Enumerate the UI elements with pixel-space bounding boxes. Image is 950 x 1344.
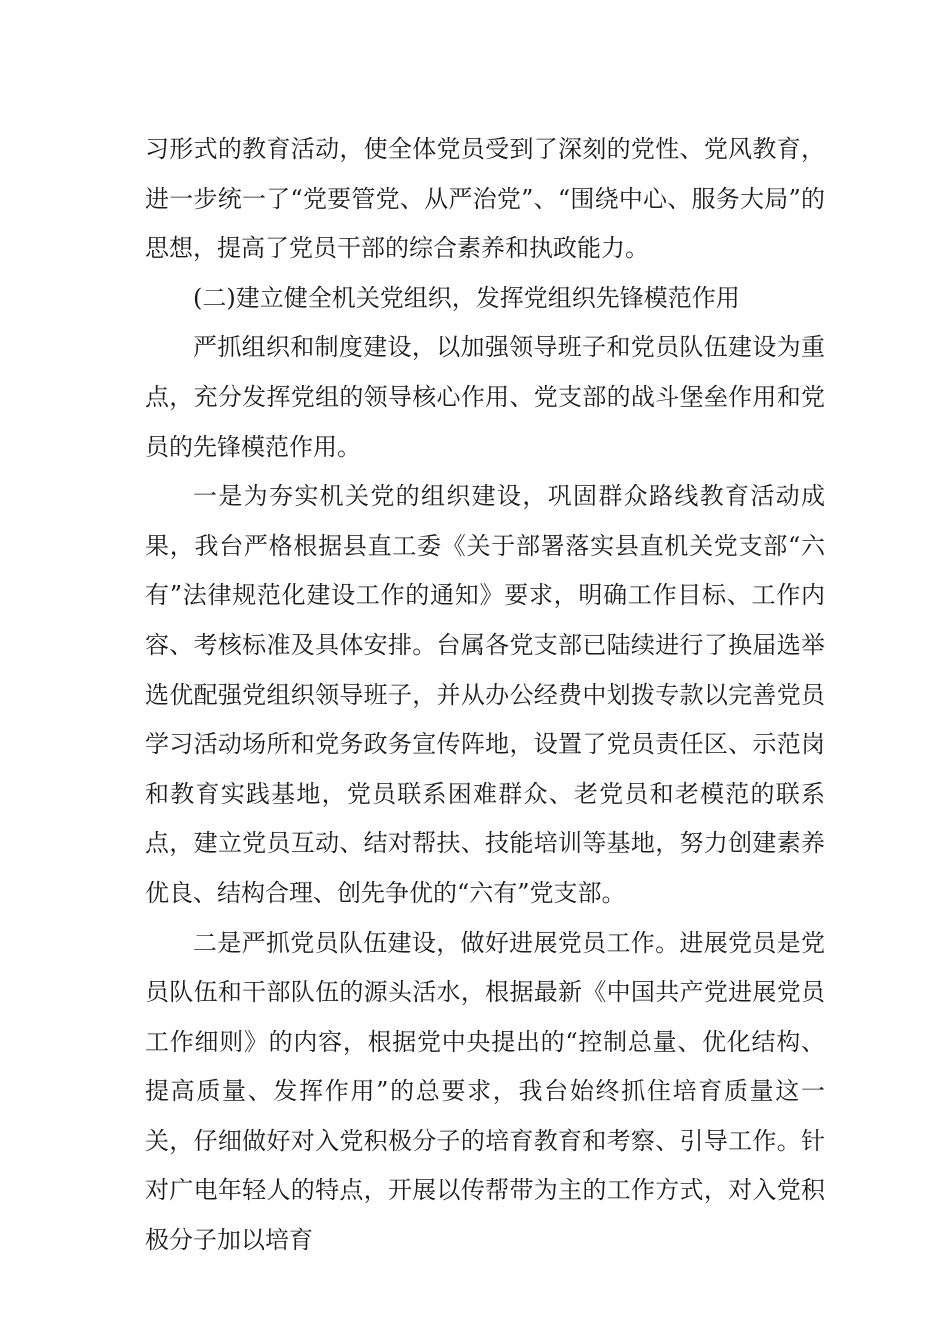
paragraph-5: 二是严抓党员队伍建设，做好进展党员工作。进展党员是党员队伍和干部队伍的源头活水，根据最新《中国共产党进展党员工作细则》的内容，根据党中央提出的“控制总量、优化结构、提高质量、发挥作用”的总要求，我台始终抓住培育质量这一关，仔细做好对入党积极分子的培育教育和考察、引导工作。针对广电年轻人的特点，开展以传帮带为主的工作方式，对入党积极分子加以培育 (145, 928, 825, 1255)
paragraph-1: 习形式的教育活动，使全体党员受到了深刻的党性、党风教育，进一步统一了“党要管党、从严治党”、“围绕中心、服务大局”的思想，提高了党员干部的综合素养和执政能力。 (145, 135, 825, 263)
section-heading: (二)建立健全机关党组织，发挥党组织先锋模范作用 (193, 283, 740, 312)
document-body (145, 125, 825, 1266)
paragraph-4: 一是为夯实机关党的组织建设，巩固群众路线教育活动成果，我台严格根据县直工委《关于部署落实县直机关党支部“六有”法律规范化建设工作的通知》要求，明确工作目标、工作内容、考核标准及具体安排。台属各党支部已陆续进行了换届选举选优配强党组织领导班子，并从办公经费中划拨专款以完善党员学习活动场所和党务政务宣传阵地，设置了党员责任区、示范岗和教育实践基地，党员联系困难群众、老党员和老模范的联系点，建立党员互动、结对帮扶、技能培训等基地，努力创建素养优良、结构合理、创先争优的“六有”党支部。 (145, 482, 825, 907)
paragraph-3: 严抓组织和制度建设，以加强领导班子和党员队伍建设为重点，充分发挥党组的领导核心作用、党支部的战斗堡垒作用和党员的先锋模范作用。 (145, 333, 825, 461)
